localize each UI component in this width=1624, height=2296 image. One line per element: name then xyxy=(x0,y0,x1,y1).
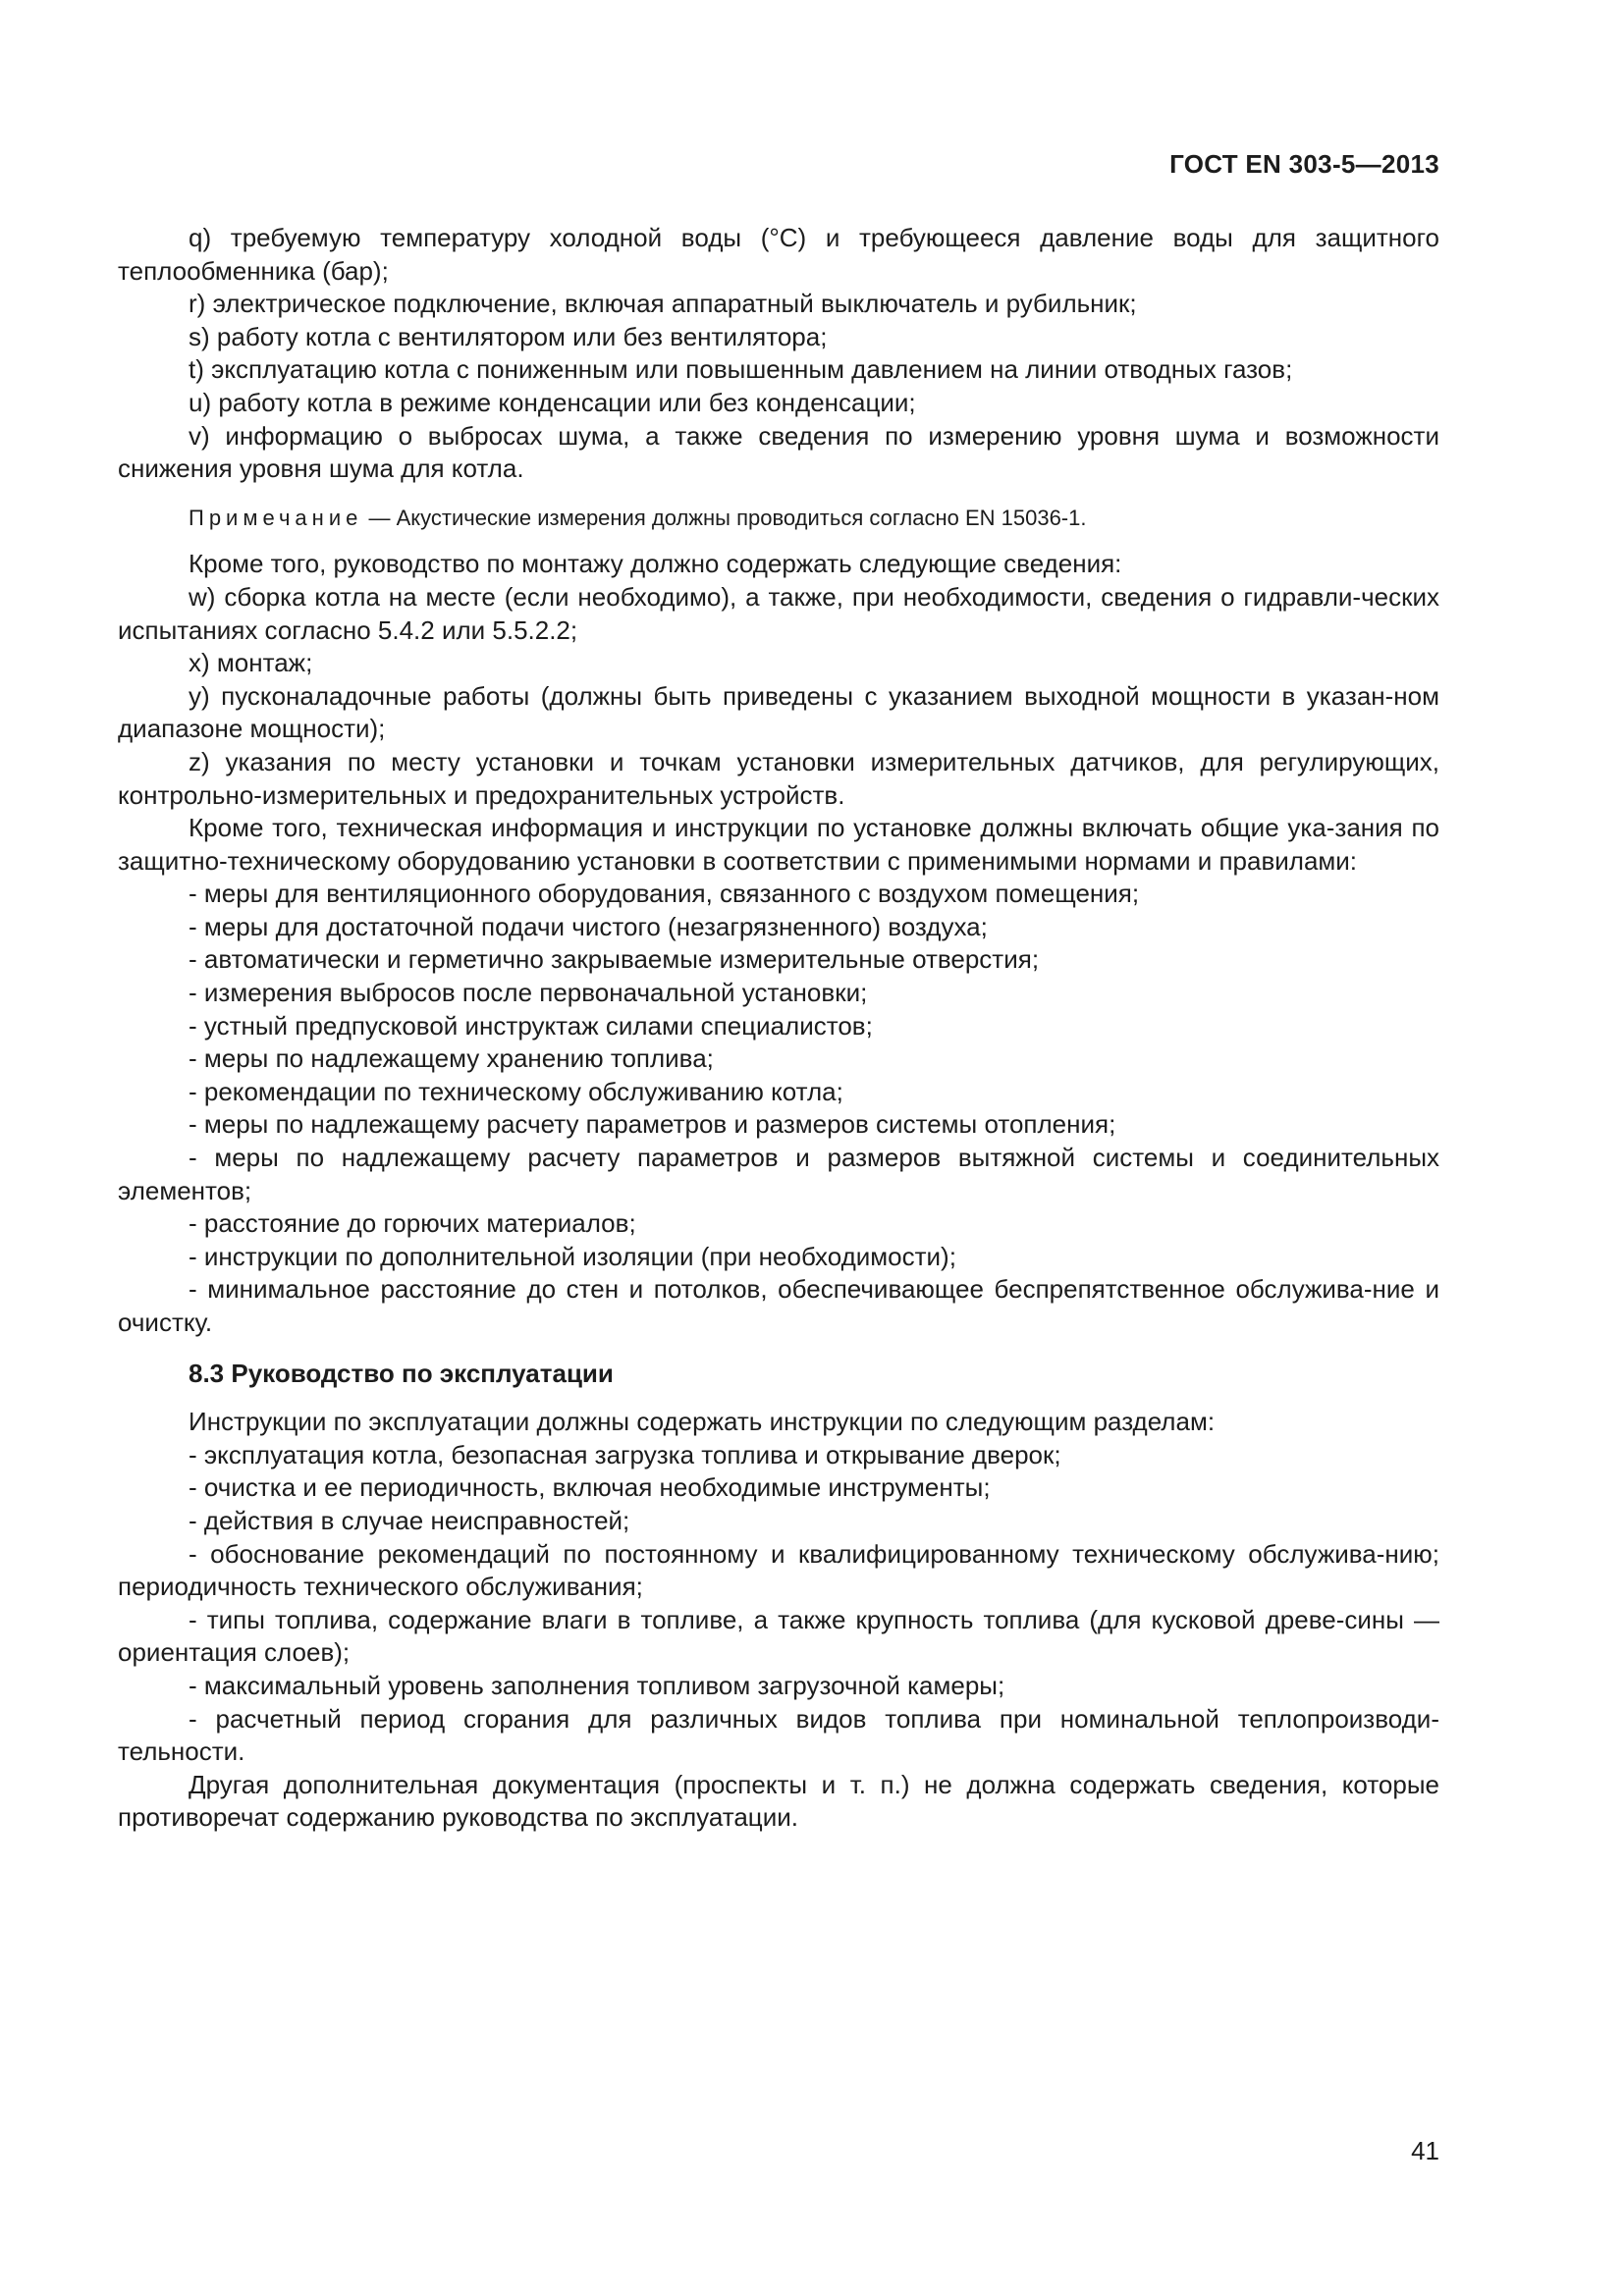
section-item: - очистка и ее периодичность, включая необходимые инструменты; xyxy=(189,1472,991,1503)
list-item-t xyxy=(118,353,1439,387)
tech-item: - меры для достаточной подачи чистого (незагрязненного) воздуха; xyxy=(189,911,988,941)
item-text: эксплуатацию котла с пониженным или повышенным давлением на линии отводных газов; xyxy=(211,354,1293,385)
tech-intro: Кроме того, техническая информация и инструкции по установке должны включать общие ука-зания по защитно-техническому оборудованию установки в соответствии с применимыми нормами и правилами: xyxy=(118,813,1439,876)
item-letter: q) xyxy=(189,223,212,252)
item-text: работу котла в режиме конденсации или без конденсации; xyxy=(218,387,916,417)
tech-item: - рекомендации по техническому обслуживанию котла; xyxy=(189,1076,843,1106)
tech-item: - расстояние до горючих материалов; xyxy=(189,1208,636,1239)
item-letter: y) xyxy=(189,680,210,711)
list-item-z xyxy=(118,746,1439,812)
section-item: - типы топлива, содержание влаги в топливе, а также крупность топлива (для кусковой древе-сины — ориентация слоев); xyxy=(118,1604,1439,1668)
section-item: - обоснование рекомендаций по постоянному и квалифицированному техническому обслужива-нию; периодичность технического обслуживания; xyxy=(118,1538,1439,1602)
section-item: - максимальный уровень заполнения топливом загрузочной камеры; xyxy=(189,1670,1005,1700)
list-item-u xyxy=(118,387,1439,420)
item-letter: t) xyxy=(189,354,204,385)
section-intro: Инструкции по эксплуатации должны содержать инструкции по следующим разделам: xyxy=(189,1407,1216,1437)
document-header: ГОСТ EN 303-5—2013 xyxy=(1169,149,1439,179)
tech-item: - меры по надлежащему расчету параметров и размеров системы отопления; xyxy=(189,1109,1116,1140)
item-letter: x) xyxy=(189,648,210,678)
section-item: - эксплуатация котла, безопасная загрузка топлива и открывание дверок; xyxy=(189,1439,1061,1469)
item-text: требуемую температуру холодной воды (°C) и требующееся давление воды для защитного теплообменника (бар); xyxy=(118,223,1439,286)
document-body xyxy=(118,222,1439,1835)
item-text: информацию о выбросах шума, а также сведения по измерению уровня шума и возможности снижения уровня шума для котла. xyxy=(118,420,1439,484)
tech-item: - автоматически и герметично закрываемые измерительные отверстия; xyxy=(189,944,1040,975)
item-letter: w) xyxy=(189,581,216,612)
item-text: работу котла с вентилятором или без вентилятора; xyxy=(216,321,828,351)
install-intro: Кроме того, руководство по монтажу должно содержать следующие сведения: xyxy=(189,549,1122,579)
list-item-y xyxy=(118,680,1439,746)
note xyxy=(118,502,1439,535)
section-closing: Другая дополнительная документация (проспекты и т. п.) не должна содержать сведения, которые противоречат содержанию руководства по эксплуатации. xyxy=(118,1769,1439,1833)
list-item-w xyxy=(118,581,1439,647)
tech-item: - меры для вентиляционного оборудования, связанного с воздухом помещения; xyxy=(189,879,1140,909)
section-item: - расчетный период сгорания для различных видов топлива при номинальной теплопроизводи-тельности. xyxy=(118,1703,1439,1767)
section-heading: 8.3 Руководство по эксплуатации xyxy=(189,1358,614,1388)
item-letter: s) xyxy=(189,321,210,351)
list-item-r xyxy=(118,288,1439,321)
tech-item: - измерения выбросов после первоначальной установки; xyxy=(189,978,868,1008)
list-item-x xyxy=(118,647,1439,680)
item-text: электрическое подключение, включая аппаратный выключатель и рубильник; xyxy=(212,289,1137,319)
item-text: пусконаладочные работы (должны быть приведены с указанием выходной мощности в указан-ном диапазоне мощности); xyxy=(118,680,1439,744)
list-item-q xyxy=(118,222,1439,288)
item-letter: v) xyxy=(189,420,210,451)
item-letter: u) xyxy=(189,387,212,417)
note-label: Примечание xyxy=(189,505,363,530)
note-text: — Акустические измерения должны проводиться согласно EN 15036-1. xyxy=(368,505,1087,530)
item-text: сборка котла на месте (если необходимо), а также, при необходимости, сведения о гидравли-ческих испытаниях согласно 5.4.2 или 5.5.2.2; xyxy=(118,581,1439,645)
tech-item: - инструкции по дополнительной изоляции (при необходимости); xyxy=(189,1241,956,1271)
section-item: - действия в случае неисправностей; xyxy=(189,1505,630,1535)
page-number: 41 xyxy=(1411,2136,1439,2165)
tech-item: - минимальное расстояние до стен и потолков, обеспечивающее беспрепятственное обслужива-ние и очистку. xyxy=(118,1274,1439,1337)
item-letter: r) xyxy=(189,289,206,319)
list-item-s xyxy=(118,321,1439,354)
tech-item: - меры по надлежащему расчету параметров и размеров вытяжной системы и соединительных элементов; xyxy=(118,1143,1439,1205)
tech-item: - устный предпусковой инструктаж силами специалистов; xyxy=(189,1010,873,1041)
list-item-v xyxy=(118,420,1439,486)
item-letter: z) xyxy=(189,746,210,776)
item-text: указания по месту установки и точкам установки измерительных датчиков, для регулирующих, контрольно-измерительных и предохранительных устройств. xyxy=(118,746,1439,810)
tech-item: - меры по надлежащему хранению топлива; xyxy=(189,1043,714,1074)
item-text: монтаж; xyxy=(216,648,313,678)
